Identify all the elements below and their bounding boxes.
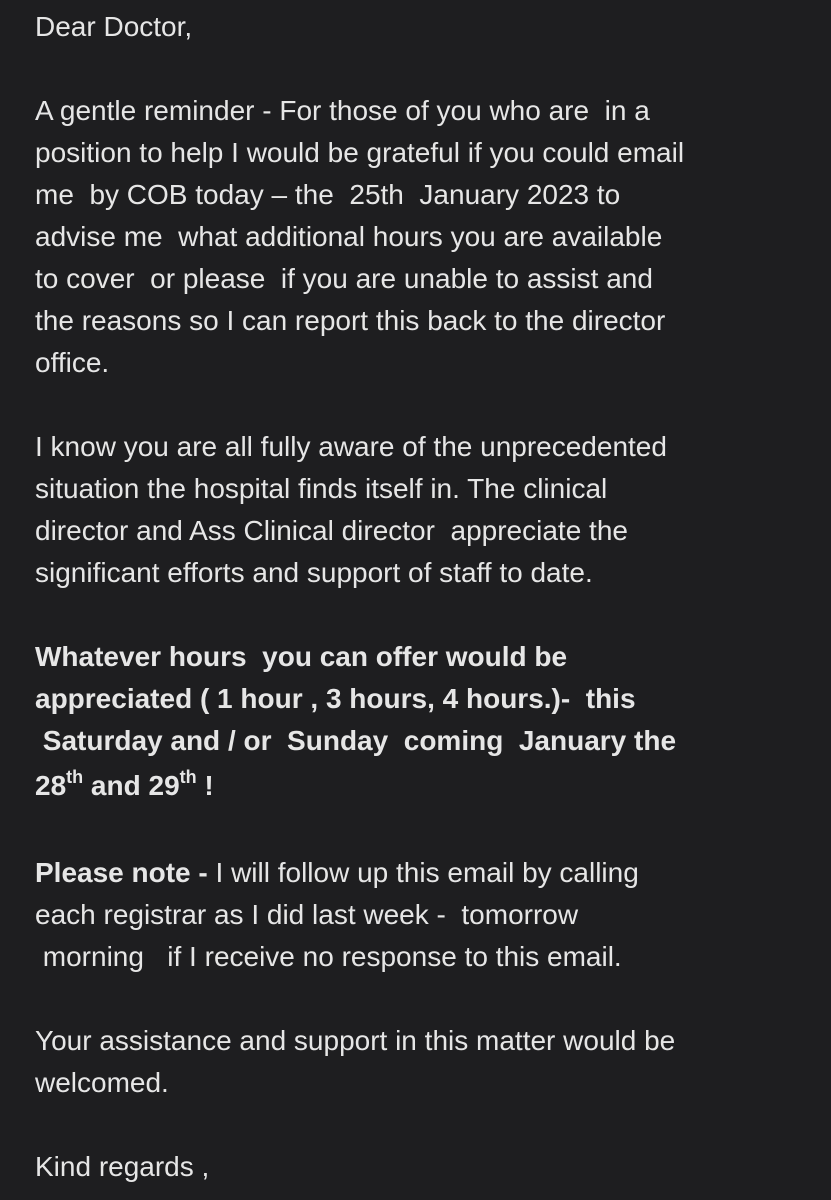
date-29: and 29 bbox=[83, 770, 180, 801]
text-line bbox=[35, 852, 811, 894]
text-line: advise me what additional hours you are available bbox=[35, 221, 663, 252]
text-line-dates bbox=[35, 762, 811, 810]
text-line: Your assistance and support in this matter would be bbox=[35, 1025, 676, 1056]
spacer bbox=[35, 1104, 811, 1146]
paragraph-reminder bbox=[35, 90, 811, 384]
text-line: morning if I receive no response to this email. bbox=[35, 941, 622, 972]
text-line: me by COB today – the 25th January 2023 to bbox=[35, 179, 621, 210]
text-line: director and Ass Clinical director appreciate the bbox=[35, 515, 628, 546]
text-line: to cover or please if you are unable to assist and bbox=[35, 263, 653, 294]
spacer bbox=[35, 810, 811, 852]
paragraph-support bbox=[35, 1020, 811, 1104]
text-line: the reasons so I can report this back to the director bbox=[35, 305, 666, 336]
spacer bbox=[35, 594, 811, 636]
email-greeting: Dear Doctor, bbox=[35, 11, 193, 42]
text-line: Saturday and / or Sunday coming January the bbox=[35, 725, 677, 756]
text-line: office. bbox=[35, 347, 110, 378]
text-line: situation the hospital finds itself in. The clinical bbox=[35, 473, 608, 504]
email-closing: Kind regards , bbox=[35, 1151, 210, 1182]
paragraph-note bbox=[35, 852, 811, 978]
text-line: each registrar as I did last week - tomorrow bbox=[35, 899, 579, 930]
text-line: position to help I would be grateful if you could email bbox=[35, 137, 685, 168]
spacer bbox=[35, 384, 811, 426]
paragraph-situation bbox=[35, 426, 811, 594]
ordinal-suffix: th bbox=[66, 767, 84, 787]
note-text: I will follow up this email by calling bbox=[207, 857, 639, 888]
ordinal-suffix: th bbox=[179, 767, 197, 787]
paragraph-hours-request bbox=[35, 636, 811, 810]
text-line: I know you are all fully aware of the unprecedented bbox=[35, 431, 667, 462]
text-line: A gentle reminder - For those of you who are in a bbox=[35, 95, 650, 126]
exclamation: ! bbox=[196, 770, 214, 801]
note-label: Please note - bbox=[35, 857, 208, 888]
text-line: Whatever hours you can offer would be bbox=[35, 641, 568, 672]
text-line: significant efforts and support of staff to date. bbox=[35, 557, 593, 588]
text-line: appreciated ( 1 hour , 3 hours, 4 hours.)- this bbox=[35, 683, 636, 714]
date-28: 28 bbox=[35, 770, 67, 801]
spacer bbox=[35, 978, 811, 1020]
text-line: welcomed. bbox=[35, 1067, 169, 1098]
spacer bbox=[35, 48, 811, 90]
